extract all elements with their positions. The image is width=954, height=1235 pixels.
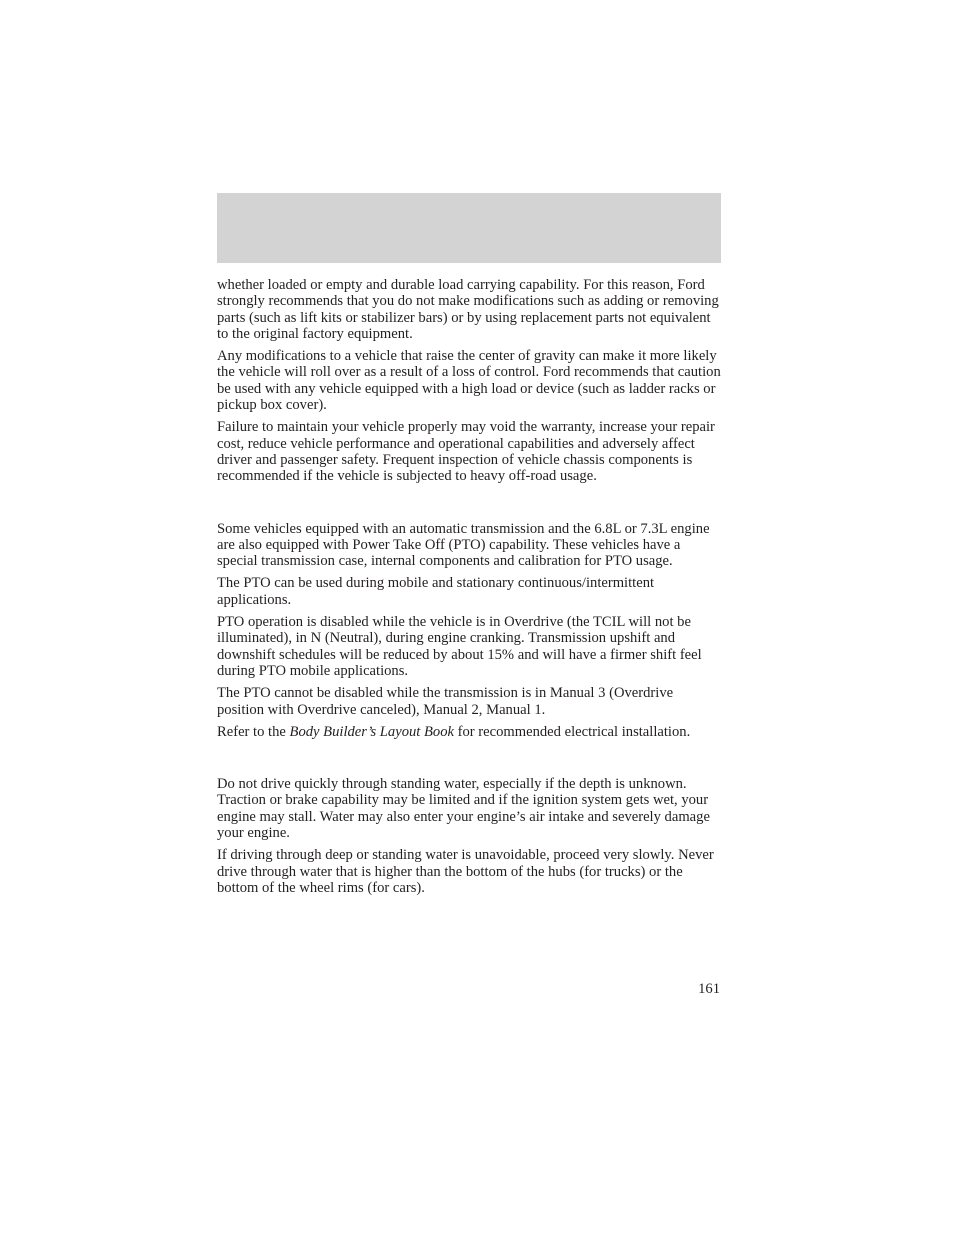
- paragraph: PTO operation is disabled while the vehicle is in Overdrive (the TCIL will not be illuminated), in N (Neutral), during engine cranking. Transmission upshift and downshift schedules will be reduced by about 15% and will have a firmer shift feel during PTO mobile applications.: [217, 614, 702, 679]
- paragraph: The PTO can be used during mobile and stationary continuous/intermittent applications.: [217, 575, 655, 608]
- refer-paragraph: [217, 724, 723, 740]
- paragraph: whether loaded or empty and durable load carrying capability. For this reason, Ford strongly recommends that you do not make modifications such as adding or removing parts (such as lift kits or stabilizer bars) or by using replacement parts not equivalent to the original factory equipment.: [217, 277, 719, 342]
- paragraph: The PTO cannot be disabled while the transmission is in Manual 3 (Overdrive position with Overdrive canceled), Manual 2, Manual 1.: [217, 685, 674, 718]
- paragraph: Some vehicles equipped with an automatic transmission and the 6.8L or 7.3L engine are also equipped with Power Take Off (PTO) capability. These vehicles have a special transmission case, internal components and calibration for PTO usage.: [217, 520, 710, 570]
- book-title: Body Builder’s Layout Book: [289, 723, 454, 740]
- refer-text-after: for recommended electrical installation.: [453, 723, 691, 740]
- paragraph: Do not drive quickly through standing water, especially if the depth is unknown. Traction or brake capability may be limited and if the ignition system gets wet, your engine may stall. Water may also enter your engine’s air intake and severely damage your engine.: [217, 776, 710, 842]
- page-content: [217, 277, 723, 902]
- section-gap: [217, 491, 723, 521]
- paragraph: Any modifications to a vehicle that raise the center of gravity can make it more likely the vehicle will roll over as a result of a loss of control. Ford recommends that caution be used with any vehicle equipped with a high load or device (such as ladder racks or pickup box cover).: [217, 348, 721, 414]
- section-gap: [217, 746, 723, 776]
- page-number: 161: [698, 981, 720, 997]
- refer-text-before: Refer to the: [217, 723, 290, 740]
- paragraph: Failure to maintain your vehicle properly may void the warranty, increase your repair cost, reduce vehicle performance and operational capabilities and adversely affect driver and passenger safety. Frequent inspection of vehicle chassis components is recommended if the vehicle is subjected to heavy off-road usage.: [217, 419, 715, 485]
- paragraph: If driving through deep or standing water is unavoidable, proceed very slowly. Never drive through water that is higher than the bottom of the hubs (for trucks) or the bottom of the wheel rims (for cars).: [217, 847, 714, 896]
- header-band: [217, 193, 721, 263]
